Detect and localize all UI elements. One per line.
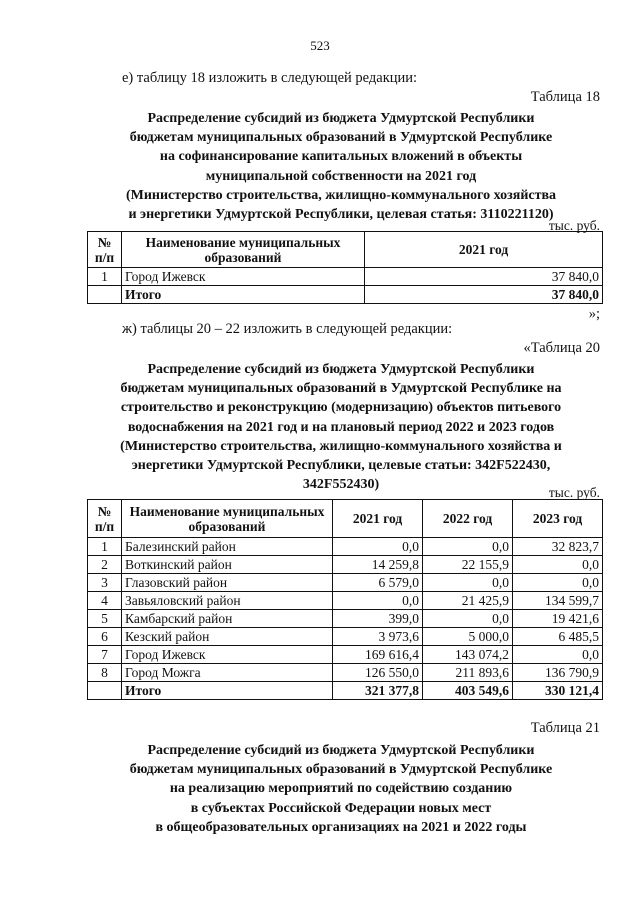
cell-num: 4 — [88, 592, 122, 610]
cell-2023: 19 421,6 — [513, 610, 603, 628]
table-total-row — [88, 682, 603, 700]
cell-num: 7 — [88, 646, 122, 664]
cell-2021: 0,0 — [333, 592, 423, 610]
cell-2022: 403 549,6 — [423, 682, 513, 700]
table-row — [88, 592, 603, 610]
cell-num: 3 — [88, 574, 122, 592]
title-line: (Министерство строительства, жилищно-коммунального хозяйства — [125, 187, 557, 203]
table-row — [88, 556, 603, 574]
cell-num — [88, 682, 122, 700]
header-name: Наименование муниципальных образований — [122, 232, 365, 268]
cell-2021: 126 550,0 — [333, 664, 423, 682]
header-name: Наименование муниципальных образований — [122, 500, 333, 538]
cell-num: 8 — [88, 664, 122, 682]
table-20-label: «Таблица 20 — [523, 340, 600, 356]
cell-2021: 321 377,8 — [333, 682, 423, 700]
table-20-unit: тыс. руб. — [548, 485, 600, 500]
cell-2023: 0,0 — [513, 556, 603, 574]
title-line: Распределение субсидий из бюджета Удмуртской Республики — [147, 111, 535, 126]
table-21-title — [96, 741, 586, 837]
title-line: на софинансирование капитальных вложений в объекты — [159, 149, 523, 165]
cell-2021: 0,0 — [333, 538, 423, 556]
cell-2021: 3 973,6 — [333, 628, 423, 646]
title-line: муниципальной собственности на 2021 год — [205, 168, 477, 184]
title-line: и энергетики Удмуртской Республики, целевая статья: 3110221120) — [128, 207, 554, 223]
cell-name: Итого — [122, 682, 333, 700]
title-line: водоснабжения на 2021 год и на плановый период 2022 и 2023 годов — [127, 419, 555, 435]
table-row — [88, 610, 603, 628]
table-18-title — [96, 109, 586, 224]
title-line: Распределение субсидий из бюджета Удмуртской Республики — [147, 743, 535, 758]
instruction-zh: ж) таблицы 20 – 22 изложить в следующей редакции: — [122, 321, 453, 337]
table-20-body — [88, 538, 603, 682]
header-2021: 2021 год — [365, 232, 603, 268]
header-2023: 2023 год — [513, 500, 603, 538]
cell-num: 5 — [88, 610, 122, 628]
closing-quote: »; — [588, 306, 600, 322]
cell-2023: 32 823,7 — [513, 538, 603, 556]
cell-2023: 0,0 — [513, 574, 603, 592]
cell-2022: 5 000,0 — [423, 628, 513, 646]
title-line: в субъектах Российской Федерации новых мест — [190, 800, 492, 816]
cell-num: 1 — [88, 538, 122, 556]
cell-2021: 169 616,4 — [333, 646, 423, 664]
table-21-label: Таблица 21 — [530, 720, 600, 736]
table-header-row — [88, 232, 603, 268]
title-line: 342F552430) — [302, 477, 380, 493]
title-line: строительство и реконструкцию (модернизацию) объектов питьевого — [120, 400, 562, 416]
cell-name: Кезский район — [122, 628, 333, 646]
table-20-title — [96, 360, 586, 494]
cell-2022: 0,0 — [423, 610, 513, 628]
table-row — [88, 664, 603, 682]
table-total-row — [88, 286, 603, 304]
cell-2022: 0,0 — [423, 574, 513, 592]
cell-name: Город Ижевск — [122, 646, 333, 664]
table-row — [88, 268, 603, 286]
cell-2022: 21 425,9 — [423, 592, 513, 610]
cell-2021: 6 579,0 — [333, 574, 423, 592]
cell-num: 1 — [88, 268, 122, 286]
cell-2021: 37 840,0 — [365, 286, 603, 304]
table-row — [88, 628, 603, 646]
title-line: (Министерство строительства, жилищно-коммунального хозяйства и — [120, 438, 562, 454]
cell-name: Город Можга — [122, 664, 333, 682]
table-18-unit: тыс. руб. — [548, 218, 600, 233]
table-row — [88, 574, 603, 592]
title-line: в общеобразовательных организациях на 2021 и 2022 годы — [155, 819, 527, 835]
instruction-e: е) таблицу 18 изложить в следующей редакции: — [122, 70, 418, 86]
title-line: бюджетам муниципальных образований в Удмуртской Республике — [129, 762, 553, 778]
title-line: на реализацию мероприятий по содействию созданию — [169, 781, 513, 797]
table-row — [88, 538, 603, 556]
cell-2022: 0,0 — [423, 538, 513, 556]
cell-2022: 211 893,6 — [423, 664, 513, 682]
title-line: бюджетам муниципальных образований в Удмуртской Республике — [129, 130, 553, 146]
cell-2023: 0,0 — [513, 646, 603, 664]
cell-2023: 330 121,4 — [513, 682, 603, 700]
table-header-row — [88, 500, 603, 538]
cell-num: 2 — [88, 556, 122, 574]
header-num: № п/п — [88, 232, 122, 268]
table-18-label: Таблица 18 — [530, 89, 600, 105]
cell-2022: 143 074,2 — [423, 646, 513, 664]
header-num: № п/п — [88, 500, 122, 538]
cell-num: 6 — [88, 628, 122, 646]
header-2021: 2021 год — [333, 500, 423, 538]
cell-2021: 14 259,8 — [333, 556, 423, 574]
cell-2023: 6 485,5 — [513, 628, 603, 646]
table-row — [88, 646, 603, 664]
cell-2021: 399,0 — [333, 610, 423, 628]
table-20 — [87, 499, 603, 700]
cell-name: Глазовский район — [122, 574, 333, 592]
page-number: 523 — [310, 38, 330, 53]
title-line: бюджетам муниципальных образований в Удмуртской Республике на — [120, 381, 562, 397]
cell-name: Итого — [122, 286, 365, 304]
title-line: энергетики Удмуртской Республики, целевые статьи: 342F522430, — [131, 458, 551, 474]
cell-2022: 22 155,9 — [423, 556, 513, 574]
cell-name: Город Ижевск — [122, 268, 365, 286]
cell-name: Камбарский район — [122, 610, 333, 628]
cell-2021: 37 840,0 — [365, 268, 603, 286]
title-line: Распределение субсидий из бюджета Удмуртской Республики — [147, 362, 535, 377]
table-18 — [87, 231, 603, 304]
cell-2023: 136 790,9 — [513, 664, 603, 682]
cell-name: Завьяловский район — [122, 592, 333, 610]
cell-num — [88, 286, 122, 304]
cell-name: Балезинский район — [122, 538, 333, 556]
cell-2023: 134 599,7 — [513, 592, 603, 610]
cell-name: Воткинский район — [122, 556, 333, 574]
header-2022: 2022 год — [423, 500, 513, 538]
